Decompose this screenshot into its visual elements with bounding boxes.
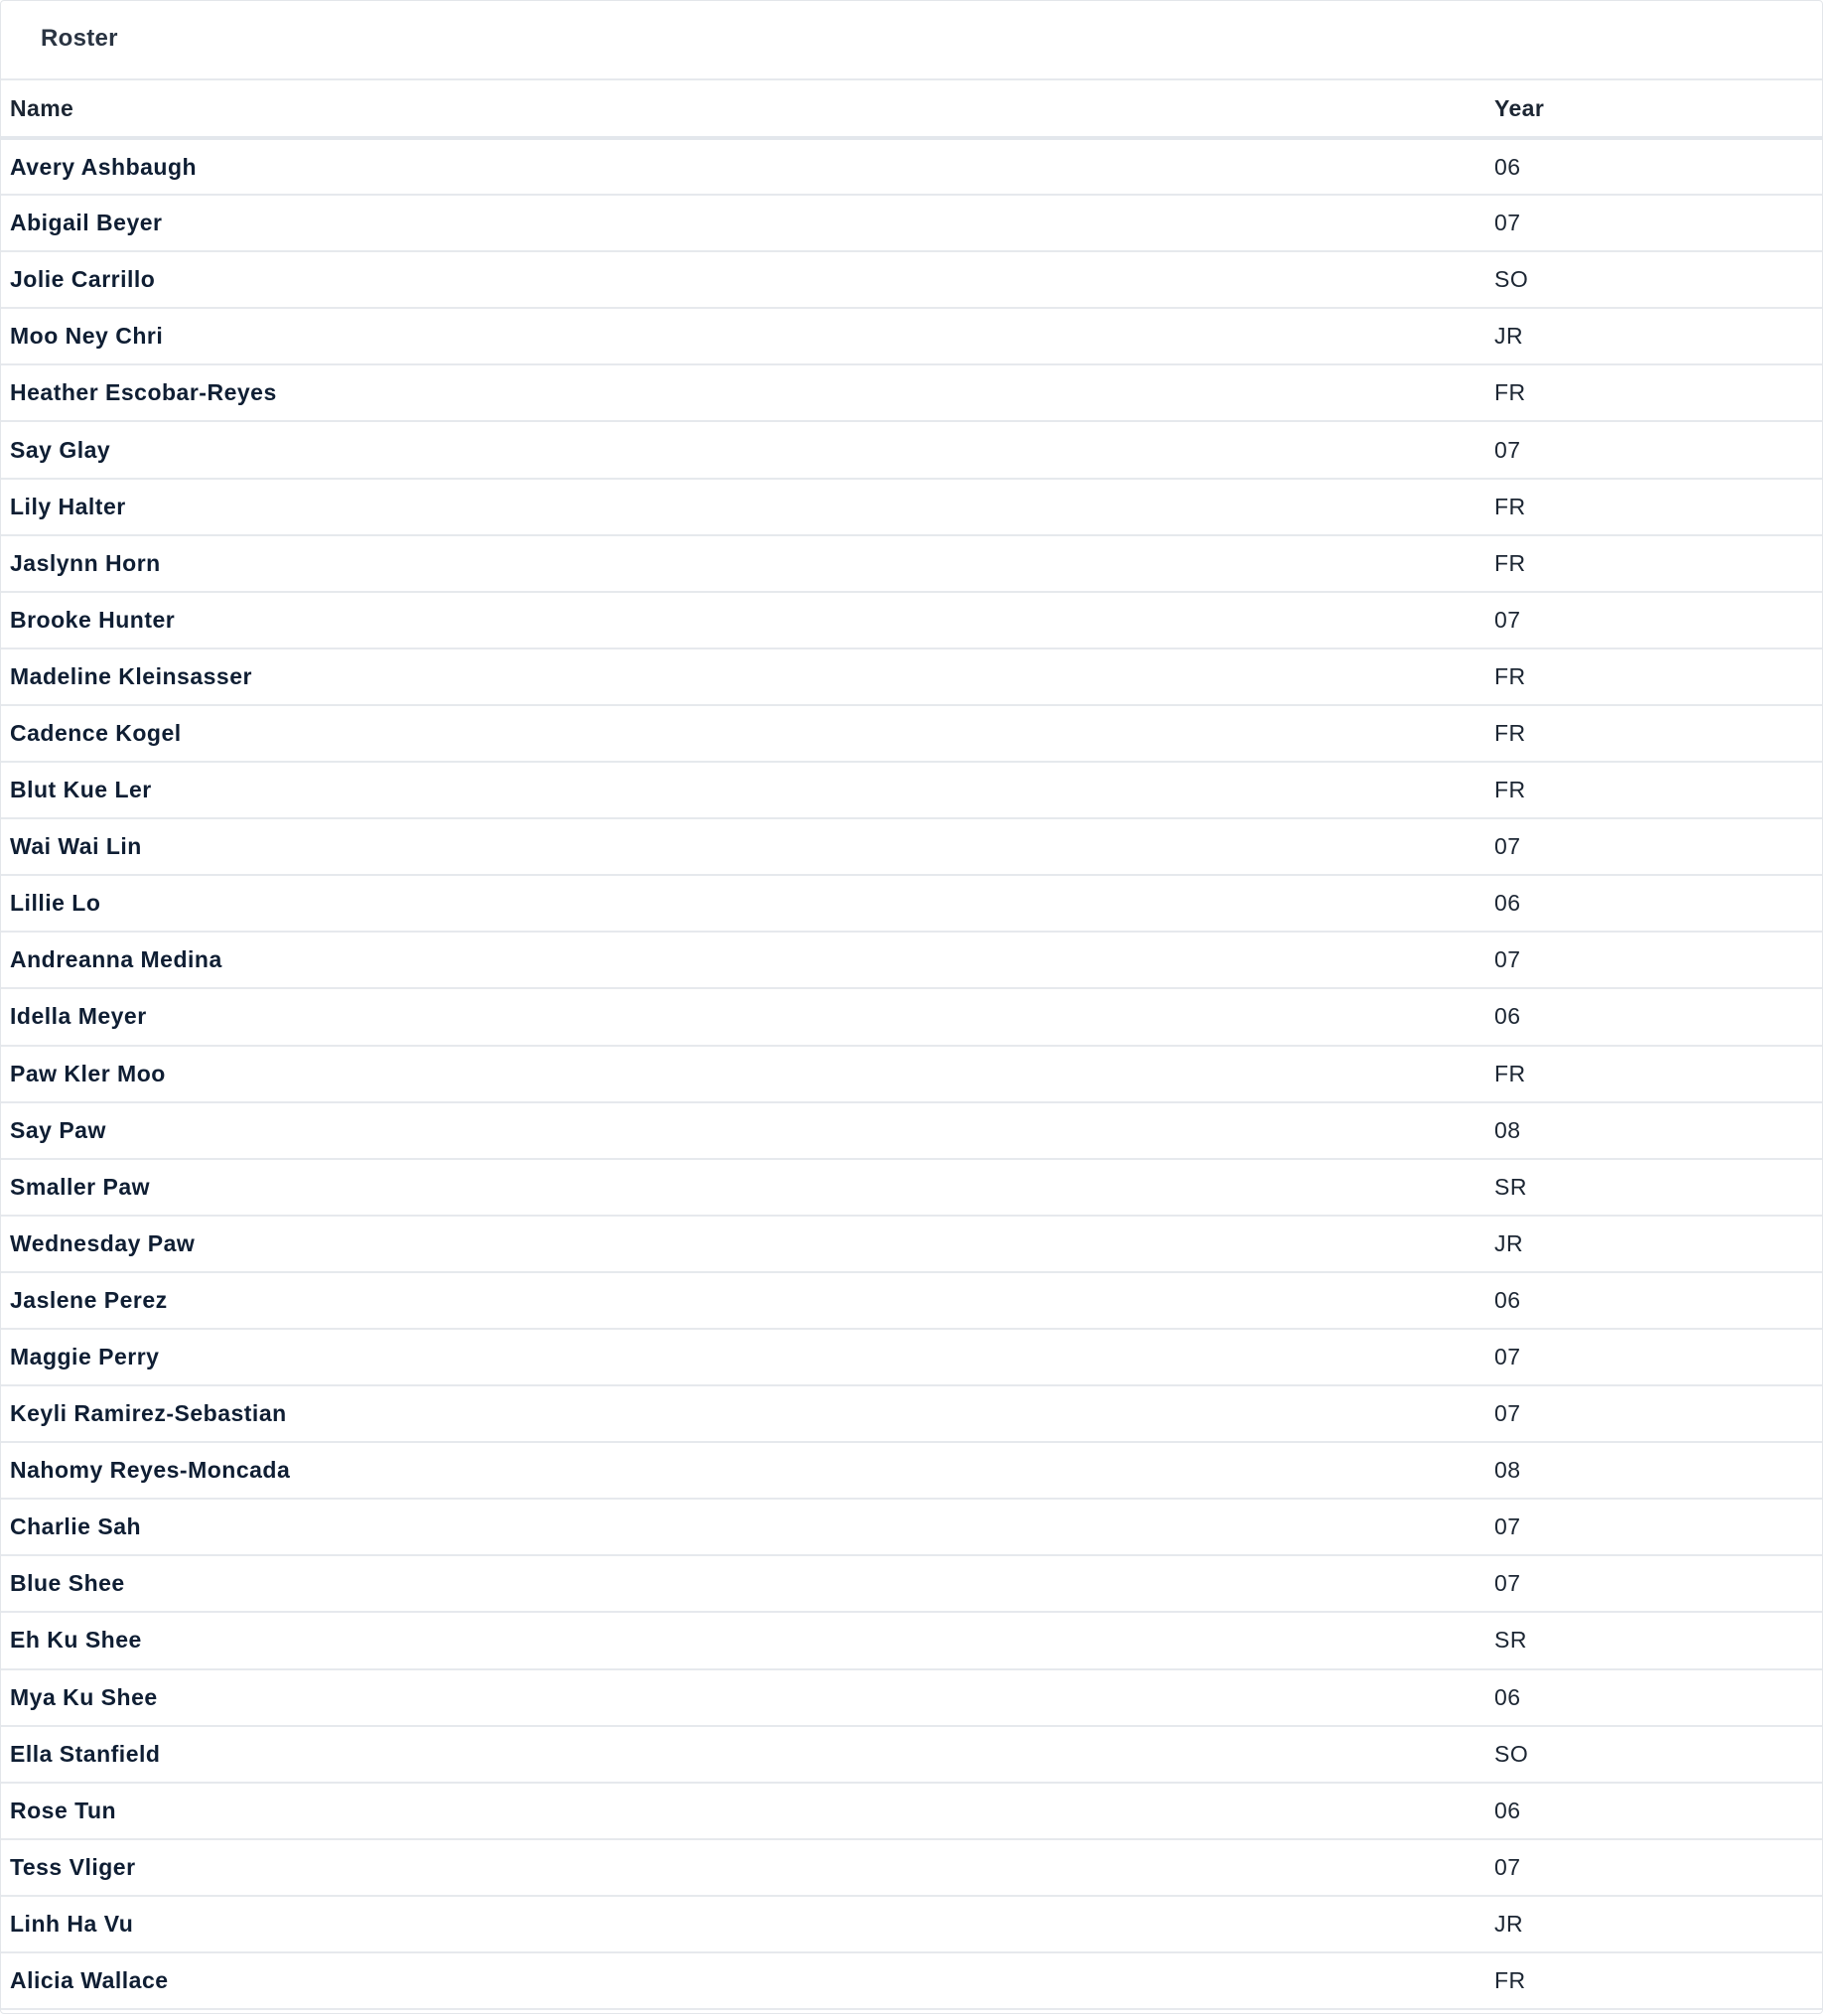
player-name-cell: Eh Ku Shee xyxy=(10,1627,142,1654)
player-name-cell: Avery Ashbaugh xyxy=(10,153,198,180)
table-row[interactable] xyxy=(1,1329,1822,1385)
player-year-cell: FR xyxy=(1494,719,1526,746)
player-year-cell: SO xyxy=(1494,266,1529,293)
player-name-cell: Tess Vliger xyxy=(10,1853,136,1880)
player-year-cell: JR xyxy=(1494,1910,1524,1937)
table-row[interactable] xyxy=(1,308,1822,364)
table-row[interactable] xyxy=(1,1555,1822,1612)
player-year-cell: 06 xyxy=(1494,1286,1521,1313)
player-name-cell: Blue Shee xyxy=(10,1570,125,1597)
player-year-cell: 07 xyxy=(1494,946,1521,973)
table-row[interactable] xyxy=(1,818,1822,875)
player-name-cell: Jaslynn Horn xyxy=(10,549,161,576)
player-name-cell: Lily Halter xyxy=(10,493,126,519)
table-row[interactable] xyxy=(1,1442,1822,1499)
column-header-name[interactable]: Name xyxy=(10,94,74,121)
player-name-cell: Maggie Perry xyxy=(10,1344,160,1370)
table-row[interactable] xyxy=(1,364,1822,421)
column-header-year[interactable]: Year xyxy=(1494,94,1545,121)
roster-table xyxy=(1,80,1822,2010)
player-name-cell: Keyli Ramirez-Sebastian xyxy=(10,1400,287,1427)
table-row[interactable] xyxy=(1,592,1822,648)
table-row[interactable] xyxy=(1,762,1822,818)
player-name-cell: Heather Escobar-Reyes xyxy=(10,379,277,406)
player-name-cell: Madeline Kleinsasser xyxy=(10,662,252,689)
player-name-cell: Blut Kue Ler xyxy=(10,777,152,803)
player-year-cell: FR xyxy=(1494,777,1526,803)
player-name-cell: Rose Tun xyxy=(10,1797,117,1823)
player-name-cell: Alicia Wallace xyxy=(10,1967,169,1994)
player-name-cell: Jaslene Perez xyxy=(10,1286,168,1313)
player-year-cell: FR xyxy=(1494,662,1526,689)
table-row[interactable] xyxy=(1,195,1822,251)
player-year-cell: 06 xyxy=(1494,890,1521,917)
player-year-cell: 07 xyxy=(1494,606,1521,633)
player-name-cell: Mya Ku Shee xyxy=(10,1683,158,1710)
player-year-cell: FR xyxy=(1494,1967,1526,1994)
table-row[interactable] xyxy=(1,705,1822,762)
player-year-cell: SO xyxy=(1494,1740,1529,1767)
table-row[interactable] xyxy=(1,479,1822,535)
player-name-cell: Wai Wai Lin xyxy=(10,833,142,860)
player-name-cell: Smaller Paw xyxy=(10,1173,151,1200)
player-year-cell: 07 xyxy=(1494,1344,1521,1370)
table-row[interactable] xyxy=(1,648,1822,705)
table-row[interactable] xyxy=(1,1726,1822,1783)
player-name-cell: Lillie Lo xyxy=(10,890,101,917)
player-name-cell: Abigail Beyer xyxy=(10,210,163,236)
player-year-cell: 07 xyxy=(1494,833,1521,860)
player-year-cell: 07 xyxy=(1494,1853,1521,1880)
player-name-cell: Jolie Carrillo xyxy=(10,266,156,293)
player-year-cell: JR xyxy=(1494,323,1524,350)
table-row[interactable] xyxy=(1,932,1822,988)
table-row[interactable] xyxy=(1,1216,1822,1272)
player-name-cell: Say Paw xyxy=(10,1116,106,1143)
table-row[interactable] xyxy=(1,1046,1822,1102)
table-row[interactable] xyxy=(1,1952,1822,2009)
player-name-cell: Say Glay xyxy=(10,436,111,463)
table-row[interactable] xyxy=(1,1159,1822,1216)
player-year-cell: FR xyxy=(1494,379,1526,406)
player-name-cell: Wednesday Paw xyxy=(10,1229,196,1256)
player-name-cell: Cadence Kogel xyxy=(10,719,182,746)
player-year-cell: SR xyxy=(1494,1173,1527,1200)
table-row[interactable] xyxy=(1,1669,1822,1726)
table-row[interactable] xyxy=(1,875,1822,932)
player-name-cell: Ella Stanfield xyxy=(10,1740,161,1767)
table-body xyxy=(1,138,1822,2009)
table-row[interactable] xyxy=(1,1102,1822,1159)
table-row[interactable] xyxy=(1,1896,1822,1952)
player-name-cell: Nahomy Reyes-Moncada xyxy=(10,1457,291,1484)
player-year-cell: 07 xyxy=(1494,436,1521,463)
player-year-cell: FR xyxy=(1494,549,1526,576)
player-name-cell: Linh Ha Vu xyxy=(10,1910,134,1937)
table-row[interactable] xyxy=(1,421,1822,478)
player-name-cell: Paw Kler Moo xyxy=(10,1060,166,1086)
player-name-cell: Idella Meyer xyxy=(10,1003,147,1030)
table-row[interactable] xyxy=(1,535,1822,592)
table-row[interactable] xyxy=(1,988,1822,1045)
table-row[interactable] xyxy=(1,251,1822,308)
table-row[interactable] xyxy=(1,1272,1822,1329)
card-header xyxy=(1,1,1822,80)
player-year-cell: SR xyxy=(1494,1627,1527,1654)
table-row[interactable] xyxy=(1,1385,1822,1442)
table-row[interactable] xyxy=(1,1783,1822,1839)
table-row[interactable] xyxy=(1,1839,1822,1896)
player-year-cell: JR xyxy=(1494,1229,1524,1256)
table-row[interactable] xyxy=(1,1612,1822,1668)
player-year-cell: 07 xyxy=(1494,210,1521,236)
player-year-cell: 06 xyxy=(1494,1797,1521,1823)
player-year-cell: 06 xyxy=(1494,153,1521,180)
card-title: Roster xyxy=(41,25,118,52)
player-year-cell: FR xyxy=(1494,493,1526,519)
player-year-cell: FR xyxy=(1494,1060,1526,1086)
player-name-cell: Moo Ney Chri xyxy=(10,323,164,350)
table-row[interactable] xyxy=(1,138,1822,195)
table-header xyxy=(1,80,1822,138)
player-year-cell: 06 xyxy=(1494,1003,1521,1030)
player-year-cell: 08 xyxy=(1494,1116,1521,1143)
player-year-cell: 07 xyxy=(1494,1513,1521,1540)
player-name-cell: Charlie Sah xyxy=(10,1513,142,1540)
header-row xyxy=(1,80,1822,138)
player-year-cell: 06 xyxy=(1494,1683,1521,1710)
player-name-cell: Brooke Hunter xyxy=(10,606,176,633)
player-year-cell: 08 xyxy=(1494,1457,1521,1484)
player-year-cell: 07 xyxy=(1494,1400,1521,1427)
table-row[interactable] xyxy=(1,1499,1822,1555)
player-name-cell: Andreanna Medina xyxy=(10,946,222,973)
player-year-cell: 07 xyxy=(1494,1570,1521,1597)
